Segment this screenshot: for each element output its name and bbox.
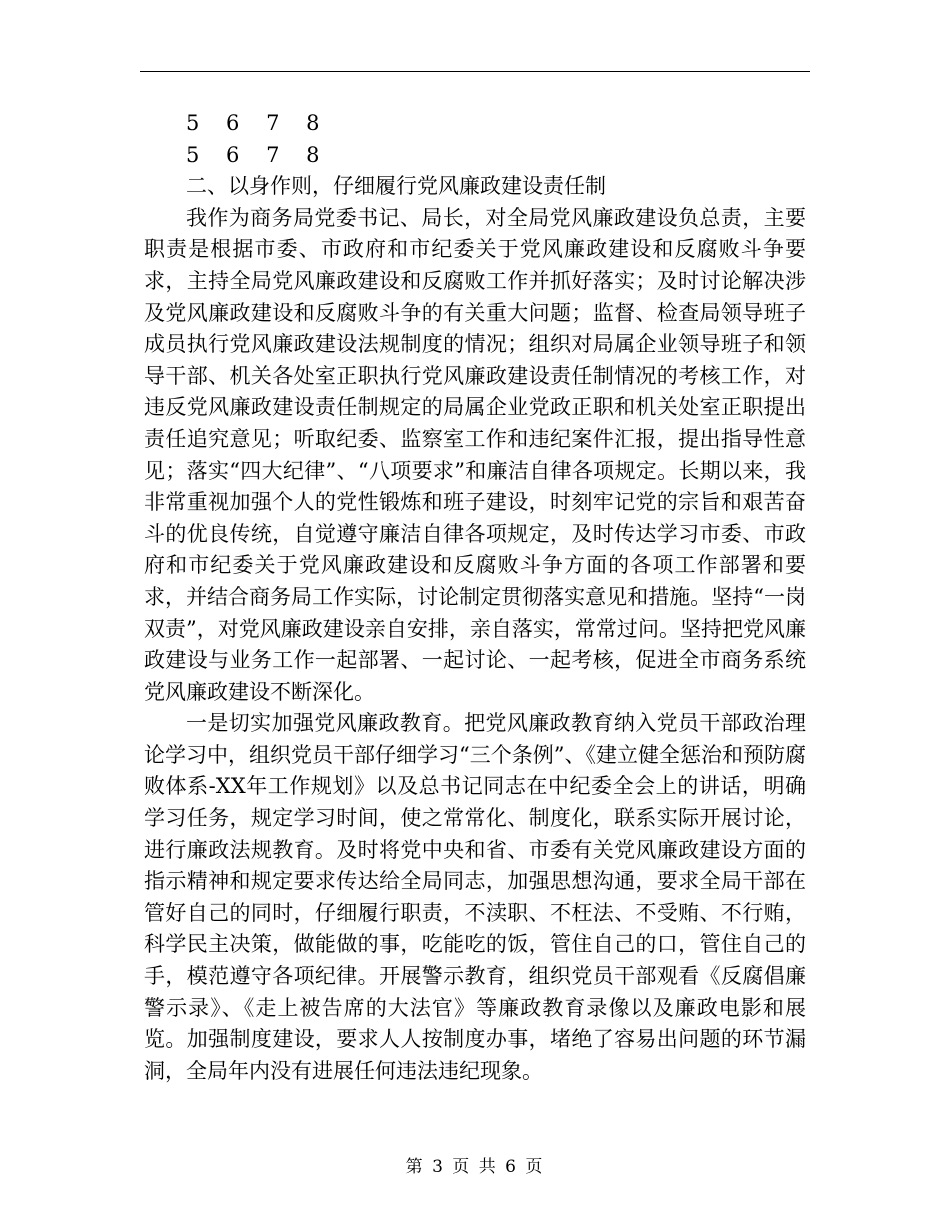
header-rule <box>140 71 810 72</box>
page-number-footer: 第 3 页 共 6 页 <box>405 1157 545 1177</box>
text-line-1: 5 6 7 8 <box>186 111 330 135</box>
text-line-2: 5 6 7 8 <box>186 142 330 167</box>
paragraph-education: 一是切实加强党风廉政教育。把党风廉政教育纳入党员干部政治理论学习中，组织党员干部仔细学习“三个条例”、《建立健全惩治和预防腐败体系-XX年工作规划》以及总书记同志在中纪委全会上的讲话，明确学习任务，规定学习时间，使之常常化、制度化，联系实际开展讨论，进行廉政法规教育。及时将党中央和省、市委有关党风廉政建设方面的指示精神和规定要求传达给全局同志，加强思想沟通，要求全局干部在管好自己的同时，仔细履行职责，不渎职、不枉法、不受贿、不行贿，科学民主决策，做能做的事，吃能吃的饭，管住自己的口，管住自己的手，模范遵守各项纪律。开展警示教育，组织党员干部观看《反腐倡廉警示录》、《走上被告席的大法官》等廉政教育录像以及廉政电影和展览。加强制度建设，要求人人按制度办事，堵绝了容易出问题的环节漏洞，全局年内没有进展任何违法违纪现象。 <box>144 711 806 1083</box>
document-body <box>144 108 806 1087</box>
paragraph-responsibility: 我作为商务局党委书记、局长，对全局党风廉政建设负总责，主要职责是根据市委、市政府和市纪委关于党风廉政建设和反腐败斗争要求，主持全局党风廉政建设和反腐败工作并抓好落实；及时讨论解决涉及党风廉政建设和反腐败斗争的有关重大问题；监督、检查局领导班子成员执行党风廉政建设法规制度的情况；组织对局属企业领导班子和领导干部、机关各处室正职执行党风廉政建设责任制情况的考核工作，对违反党风廉政建设责任制规定的局属企业党政正职和机关处室正职提出责任追究意见；听取纪委、监察室工作和违纪案件汇报，提出指导性意见；落实“四大纪律”、“八项要求”和廉洁自律各项规定。长期以来，我非常重视加强个人的党性锻炼和班子建设，时刻牢记党的宗旨和艰苦奋斗的优良传统，自觉遵守廉洁自律各项规定，及时传达学习市委、市政府和市纪委关于党风廉政建设和反腐败斗争方面的各项工作部署和要求，并结合商务局工作实际，讨论制定贯彻落实意见和措施。坚持“一岗双责”，对党风廉政建设亲自安排，亲自落实，常常过问。坚持把党风廉政建设与业务工作一起部署、一起讨论、一起考核，促进全市商务系统党风廉政建设不断深化。 <box>144 205 806 704</box>
section-heading: 二、以身作则，仔细履行党风廉政建设责任制 <box>186 174 606 199</box>
